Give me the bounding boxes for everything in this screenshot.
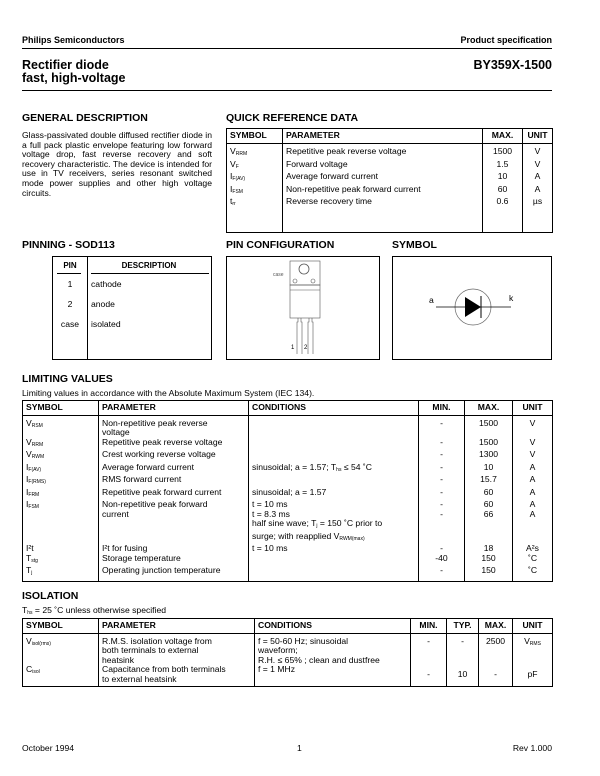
cell-sym bbox=[227, 160, 283, 173]
part-number: BY359X-1500 bbox=[473, 58, 552, 72]
symbol-heading: SYMBOL bbox=[392, 238, 437, 251]
isolation-subtitle bbox=[22, 605, 166, 616]
text-line: $T_j$ bbox=[26, 565, 33, 576]
column-header: CONDITIONS bbox=[255, 618, 411, 633]
text-line: A bbox=[529, 499, 536, 509]
text-line: $I_{FSM}$ bbox=[230, 183, 243, 195]
text-line: f = 1 MHz bbox=[258, 664, 296, 674]
pin-header: PIN bbox=[63, 260, 77, 270]
text-line: $I_{FSM}$ bbox=[26, 499, 39, 510]
text-line: Capacitance from both terminals bbox=[102, 664, 226, 674]
quick-reference-heading: QUICK REFERENCE DATA bbox=[226, 112, 359, 124]
text-line: t = 10 ms bbox=[252, 543, 288, 553]
text-line: - bbox=[440, 417, 443, 428]
text-line: - bbox=[440, 436, 443, 447]
text-line: V bbox=[529, 449, 536, 459]
text-line: - bbox=[440, 449, 443, 459]
cell-cond bbox=[249, 500, 419, 544]
text-line: $V_{isol(rms)}$ bbox=[26, 635, 51, 647]
cell-param bbox=[99, 665, 255, 687]
text-line: half sine wave; $T_j = 150$ ˚C prior to bbox=[252, 518, 383, 529]
text-line: ˚C bbox=[527, 565, 538, 575]
text-line: 10 bbox=[483, 461, 494, 472]
text-line: 15.7 bbox=[480, 474, 497, 484]
column-header: MAX. bbox=[465, 400, 513, 415]
text-line: 60 bbox=[497, 183, 508, 194]
cell-min bbox=[419, 415, 465, 438]
column-header: SYMBOL bbox=[23, 618, 99, 633]
cell-sym bbox=[23, 463, 99, 476]
cell-param bbox=[99, 566, 249, 581]
cell-max bbox=[465, 415, 513, 438]
cell-max bbox=[483, 197, 523, 232]
text-line: pF bbox=[527, 668, 538, 679]
pinning-heading: PINNING - SOD113 bbox=[22, 238, 115, 251]
text-line: 10 bbox=[497, 171, 508, 181]
cell-cond bbox=[249, 415, 419, 438]
text-line: Repetitive peak forward current bbox=[102, 486, 222, 497]
diode-symbol-box bbox=[392, 256, 552, 360]
text-line: Crest working reverse voltage bbox=[102, 449, 216, 459]
cell-sym bbox=[227, 144, 283, 160]
text-line: 1500 bbox=[478, 436, 499, 447]
cell-sym bbox=[23, 500, 99, 544]
text-line: 150 bbox=[481, 552, 496, 563]
text-line: $T_{hs} = 25$ ˚C unless otherwise specified bbox=[22, 604, 167, 616]
text-line: A bbox=[529, 486, 536, 497]
text-line: $V_{RRM}$ bbox=[230, 146, 248, 157]
text-line: $I_{F(RMS)}$ bbox=[26, 474, 46, 485]
text-line: V bbox=[529, 436, 536, 447]
column-header: UNIT bbox=[523, 129, 553, 144]
text-line: t = 8.3 ms bbox=[252, 508, 290, 519]
cell-cond bbox=[255, 633, 411, 665]
text-line: $t_{rr}$ bbox=[230, 196, 236, 207]
text-line: 60 bbox=[483, 499, 494, 509]
cell-unit bbox=[513, 415, 553, 438]
page-number: 1 bbox=[297, 743, 302, 753]
cell-unit bbox=[513, 633, 553, 665]
text-line: 60 bbox=[483, 486, 494, 497]
quick-reference-table bbox=[226, 128, 553, 233]
anode-label: a bbox=[429, 294, 434, 305]
text-line: $I_{F(AV)}$ bbox=[26, 461, 42, 473]
text-line: - bbox=[427, 668, 430, 679]
cell-unit bbox=[523, 144, 553, 160]
text-line: A bbox=[529, 461, 536, 472]
text-line: A bbox=[529, 508, 536, 519]
cell-cond bbox=[249, 544, 419, 554]
column-header: MAX. bbox=[483, 129, 523, 144]
text-line: - bbox=[440, 565, 443, 575]
text-line: - bbox=[440, 543, 443, 553]
text-line: RMS forward current bbox=[102, 474, 182, 484]
text-line: t = 10 ms bbox=[252, 499, 288, 509]
column-header: MAX. bbox=[479, 618, 513, 633]
text-line: 1.5 bbox=[496, 158, 509, 169]
cell-sym bbox=[227, 172, 283, 185]
column-header: SYMBOL bbox=[23, 400, 99, 415]
text-line: 10 bbox=[457, 668, 468, 679]
text-line: $V_{RSM}$ bbox=[26, 417, 43, 429]
text-line: $V_{RRM}$ bbox=[26, 436, 44, 448]
table-row bbox=[23, 665, 553, 687]
cell-max bbox=[465, 500, 513, 544]
cell-sym bbox=[23, 415, 99, 438]
text-line: A²s bbox=[526, 543, 539, 553]
text-line: sinusoidal; a = 1.57 bbox=[252, 486, 327, 497]
text-line: $V_{RMS}$ bbox=[524, 635, 541, 647]
cell-cond bbox=[249, 463, 419, 476]
company-name: Philips Semiconductors bbox=[22, 35, 125, 45]
text-line: Non-repetitive peak reverse bbox=[102, 417, 208, 428]
text-line: heatsink bbox=[102, 654, 135, 665]
text-line: V bbox=[529, 417, 536, 428]
cell-min bbox=[419, 500, 465, 544]
divider bbox=[22, 90, 552, 91]
text-line: - bbox=[440, 474, 443, 484]
text-line: - bbox=[440, 499, 443, 509]
pinning-table bbox=[52, 256, 212, 360]
cell-min bbox=[411, 633, 447, 665]
footer-revision: Rev 1.000 bbox=[512, 743, 552, 753]
table-row bbox=[23, 566, 553, 581]
text-line: I²t bbox=[26, 543, 34, 553]
text-line: 18 bbox=[483, 543, 494, 553]
cell-max bbox=[479, 633, 513, 665]
text-line: I²t for fusing bbox=[102, 543, 148, 553]
column-header: TYP. bbox=[447, 618, 479, 633]
text-line: Storage temperature bbox=[102, 552, 181, 563]
cell-sym bbox=[23, 554, 99, 567]
text-line: - bbox=[461, 635, 464, 646]
limiting-values-heading: LIMITING VALUES bbox=[22, 372, 113, 385]
pin-number: 2 bbox=[67, 298, 73, 309]
cell-sym bbox=[23, 438, 99, 451]
cell-cond bbox=[249, 566, 419, 581]
text-line: 66 bbox=[483, 508, 494, 519]
text-line: f = 50-60 Hz; sinusoidal bbox=[258, 635, 349, 646]
text-line: V bbox=[534, 146, 541, 156]
table-row bbox=[227, 144, 553, 160]
text-line: - bbox=[440, 486, 443, 497]
column-header: PARAMETER bbox=[99, 400, 249, 415]
table-row bbox=[227, 197, 553, 232]
table-row bbox=[23, 415, 553, 438]
cell-sym bbox=[23, 633, 99, 665]
cell-max bbox=[479, 665, 513, 687]
text-line: 150 bbox=[481, 565, 496, 575]
cell-unit bbox=[513, 500, 553, 544]
cell-unit bbox=[513, 566, 553, 581]
cell-typ bbox=[447, 633, 479, 665]
table-row bbox=[23, 500, 553, 544]
cell-min bbox=[419, 566, 465, 581]
text-line: $V_F$ bbox=[230, 158, 239, 170]
cell-max bbox=[483, 144, 523, 160]
limiting-values-table bbox=[22, 400, 553, 582]
column-header: PARAMETER bbox=[283, 129, 483, 144]
description-header: DESCRIPTION bbox=[121, 260, 177, 270]
column-header: MIN. bbox=[419, 400, 465, 415]
general-description-heading: GENERAL DESCRIPTION bbox=[22, 112, 148, 124]
text-line: - bbox=[440, 508, 443, 519]
text-line: Repetitive peak reverse voltage bbox=[102, 436, 223, 447]
text-line: Operating junction temperature bbox=[102, 565, 221, 575]
cell-sym bbox=[23, 665, 99, 687]
cell-sym bbox=[227, 197, 283, 232]
text-line: V bbox=[534, 158, 541, 169]
divider bbox=[22, 48, 552, 49]
cell-cond bbox=[249, 554, 419, 567]
pin-description: cathode bbox=[91, 278, 122, 289]
pin-number: 1 bbox=[67, 278, 73, 289]
cell-sym bbox=[23, 544, 99, 554]
cell-min bbox=[411, 665, 447, 687]
cell-cond bbox=[255, 665, 411, 687]
column-header: MIN. bbox=[411, 618, 447, 633]
pin-description: isolated bbox=[91, 318, 121, 329]
case-label: case bbox=[273, 271, 284, 278]
text-line: both terminals to external bbox=[102, 645, 199, 655]
cell-sym bbox=[227, 185, 283, 198]
column-header: UNIT bbox=[513, 400, 553, 415]
cell-sym bbox=[23, 488, 99, 501]
cathode-label: k bbox=[509, 292, 514, 303]
package-outline-icon bbox=[227, 257, 378, 358]
doc-type: Product specification bbox=[460, 35, 552, 45]
text-line: - bbox=[440, 461, 443, 472]
column-header: UNIT bbox=[513, 618, 553, 633]
text-line: sinusoidal; a = 1.57; $T_{hs} \le 54$ ˚C bbox=[252, 461, 372, 473]
text-line: $V_{RWM}$ bbox=[26, 449, 45, 460]
cell-max bbox=[465, 566, 513, 581]
text-line: - bbox=[427, 635, 430, 646]
text-line: $I_{F(AV)}$ bbox=[230, 171, 246, 182]
text-line: Non-repetitive peak forward bbox=[102, 499, 208, 509]
text-line: Reverse recovery time bbox=[286, 196, 372, 206]
cell-cond bbox=[249, 438, 419, 451]
text-line: voltage bbox=[102, 427, 130, 437]
cell-sym bbox=[23, 566, 99, 581]
text-line: R.H. ≤ 65% ; clean and dustfree bbox=[258, 654, 380, 665]
text-line: - bbox=[494, 668, 497, 679]
general-description-text: Glass-passivated double diffused rectifier diode in a full pack plastic envelope featuring low forward voltage drop, fast reverse recovery and soft recovery characteristic. The device is intended for use in TV receivers, series resonant switched mode power supplies and other high voltage circuits. bbox=[22, 130, 212, 198]
pin-number: case bbox=[60, 318, 80, 329]
text-line: 1300 bbox=[478, 449, 499, 459]
text-line: Average forward current bbox=[286, 171, 379, 181]
text-line: 0.6 bbox=[496, 196, 509, 206]
text-line: A bbox=[534, 171, 541, 181]
text-line: 2500 bbox=[485, 635, 506, 646]
isolation-table bbox=[22, 618, 553, 688]
text-line: A bbox=[534, 183, 541, 194]
column-header: CONDITIONS bbox=[249, 400, 419, 415]
text-line: $I_{FRM}$ bbox=[26, 486, 40, 498]
text-line: to external heatsink bbox=[102, 673, 177, 684]
isolation-heading: ISOLATION bbox=[22, 589, 79, 602]
title-line2: fast, high-voltage bbox=[22, 71, 126, 85]
pin-configuration-diagram bbox=[226, 256, 380, 360]
limiting-values-subtitle: Limiting values in accordance with the Absolute Maximum System (IEC 134). bbox=[22, 387, 315, 398]
text-line: 1500 bbox=[492, 146, 513, 156]
text-line: 1500 bbox=[478, 417, 499, 428]
text-line: A bbox=[529, 474, 536, 484]
text-line: waveform; bbox=[258, 645, 298, 655]
text-line: $C_{isol}$ bbox=[26, 664, 40, 675]
title-line1: Rectifier diode bbox=[22, 58, 109, 72]
text-line: µs bbox=[532, 196, 543, 206]
pin-configuration-heading: PIN CONFIGURATION bbox=[226, 238, 335, 251]
pin2-label: 2 bbox=[304, 344, 308, 351]
cell-param bbox=[99, 500, 249, 544]
text-line: Average forward current bbox=[102, 461, 195, 472]
text-line: Non-repetitive peak forward current bbox=[286, 183, 421, 194]
pin-description: anode bbox=[91, 298, 115, 309]
text-line: -40 bbox=[435, 552, 448, 563]
cell-param bbox=[99, 415, 249, 438]
text-line: Repetitive peak reverse voltage bbox=[286, 146, 407, 156]
cell-param bbox=[283, 144, 483, 160]
cell-sym bbox=[23, 450, 99, 463]
text-line: Forward voltage bbox=[286, 158, 348, 169]
column-header: SYMBOL bbox=[227, 129, 283, 144]
cell-param bbox=[99, 633, 255, 665]
text-line: ˚C bbox=[527, 552, 538, 563]
text-line: current bbox=[102, 508, 129, 519]
cell-unit bbox=[513, 665, 553, 687]
column-header: PARAMETER bbox=[99, 618, 255, 633]
text-line: $T_{stg}$ bbox=[26, 552, 38, 564]
pin1-label: 1 bbox=[291, 344, 295, 351]
text-line: R.M.S. isolation voltage from bbox=[102, 635, 212, 646]
cell-unit bbox=[523, 197, 553, 232]
table-row bbox=[23, 633, 553, 665]
cell-sym bbox=[23, 475, 99, 488]
footer-date: October 1994 bbox=[22, 743, 75, 753]
cell-param bbox=[283, 197, 483, 232]
diode-symbol-icon bbox=[393, 257, 550, 358]
cell-typ bbox=[447, 665, 479, 687]
text-line: surge; with reapplied $V_{RWM(max)}$ bbox=[252, 530, 365, 542]
